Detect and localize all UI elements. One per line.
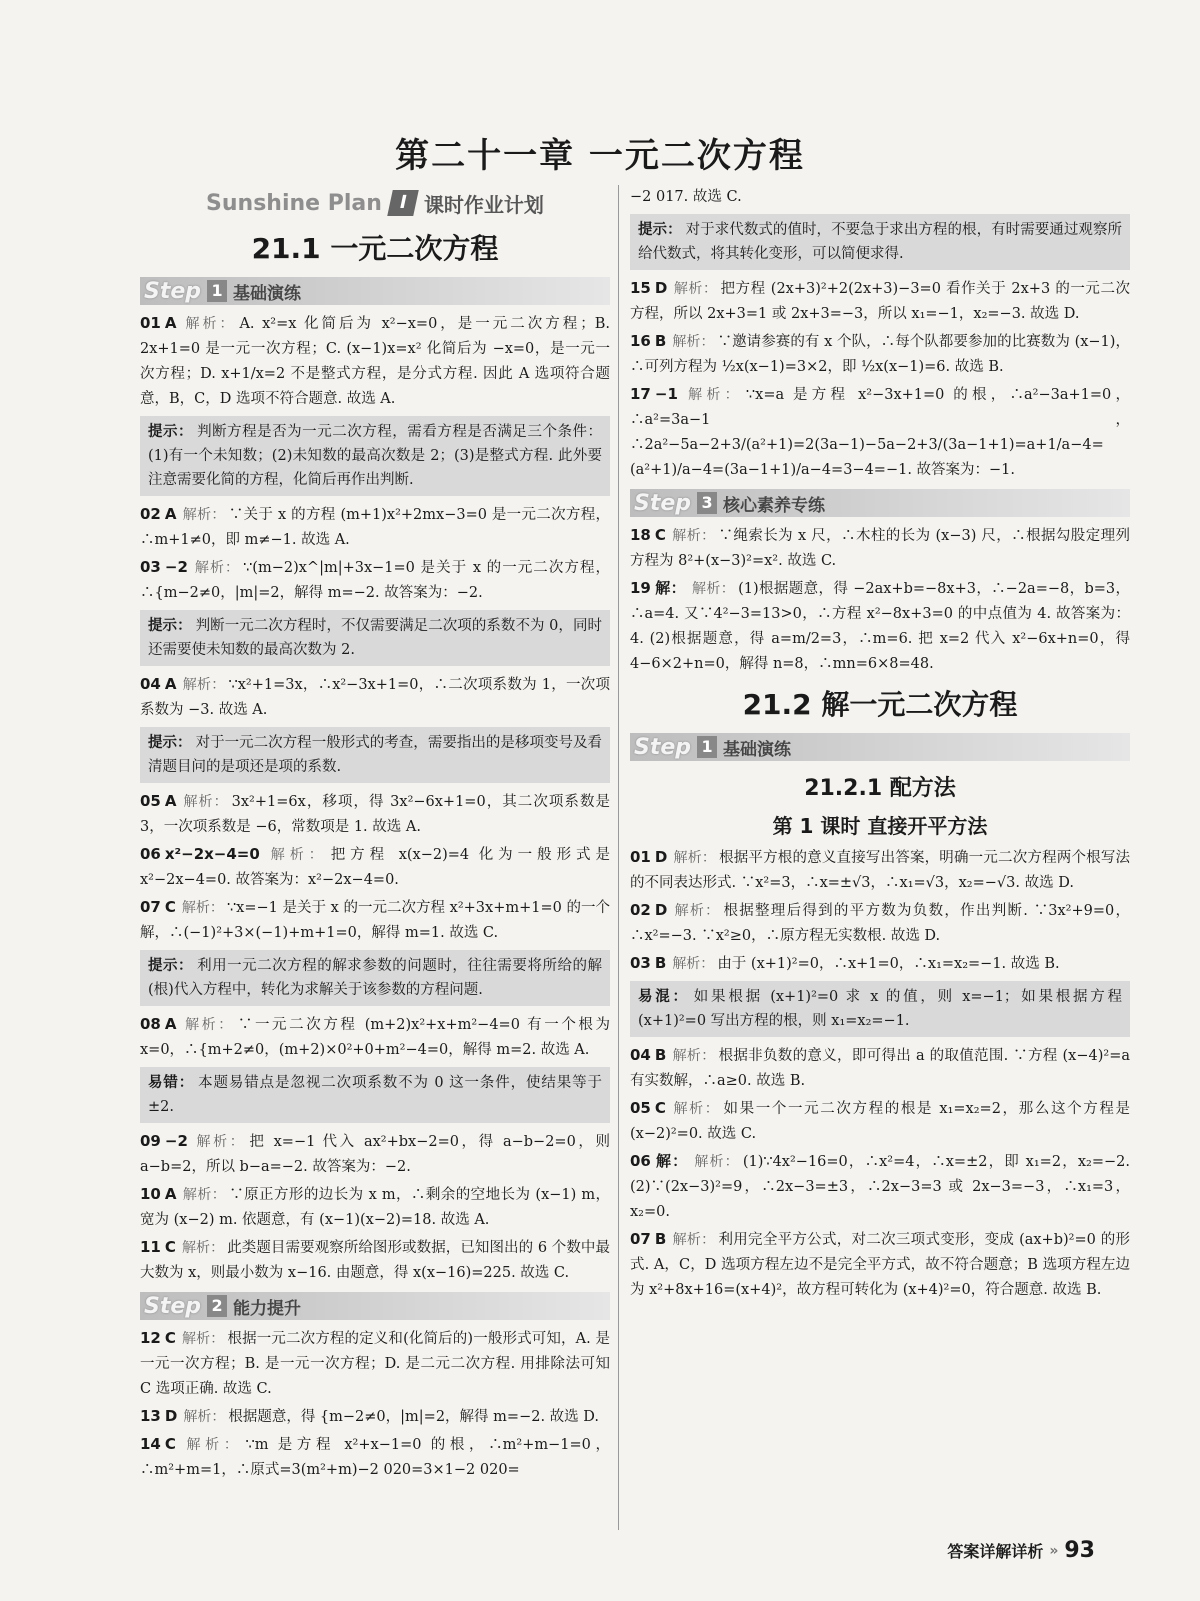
- answer-text: (1)根据题意，得 −2ax+b=−8x+3，∴−2a=−8，b=3，∴a=4. 又∵4²−3=13>0，∴方程 x²−8x+3=0 的中点值为 4. 故答案为：4. (2)根据题意，得 a=m/2=3，∴m=6. 把 x=2 代入 x²−6x+n=0，得 4−6×2+n=0，解得 n=8，∴mn=6×8=48.: [630, 581, 1130, 672]
- answer-value: A: [164, 675, 177, 693]
- answer-text: ∵x=−1 是关于 x 的一元二次方程 x²+3x+m+1=0 的一个解，∴(−1)²+3×(−1)+m+1=0，解得 m=1. 故选 C.: [140, 900, 611, 941]
- tip-box: [630, 981, 1130, 1037]
- question-number: 03: [140, 558, 161, 576]
- answer-text: A. x²=x 化简后为 x²−x=0，是一元二次方程；B. 2x+1=0 是一元一次方程；C. (x−1)x=x² 化简后为 −x=0，是一元一次方程；D. x+1/x=2 不是整式方程，是分式方程. 因此 A 选项符合题意，B，C，D 选项不符合题意. 故选 A.: [140, 316, 610, 407]
- answer-value: A: [164, 1015, 177, 1033]
- answer-text: ∵邀请参赛的有 x 个队，∴每个队都要参加的比赛数为 (x−1)，∴可列方程为 ½x(x−1)=3×2，即 ½x(x−1)=6. 故选 B.: [630, 334, 1130, 375]
- answer-value: C: [164, 1329, 176, 1347]
- plan-chinese: 课时作业计划: [423, 192, 544, 217]
- question-number: 19: [630, 579, 651, 597]
- section-title: 21.2 解一元二次方程: [742, 688, 1018, 721]
- left-column: [140, 185, 610, 1485]
- answer-value: −2: [164, 558, 188, 576]
- answer-item: [630, 523, 1130, 574]
- analysis-tag: 解析：: [181, 1240, 225, 1256]
- answer-text: 把 x=−1 代入 ax²+bx−2=0，得 a−b−2=0，则 a−b=2，所以 b−a=−2. 故答案为：−2.: [140, 1134, 610, 1175]
- step-number: 2: [207, 1295, 227, 1317]
- question-number: 03: [630, 954, 651, 972]
- answer-value: 解：: [654, 579, 686, 597]
- question-number: 14: [140, 1435, 161, 1453]
- answer-value: C: [164, 1238, 176, 1256]
- answer-item: [140, 842, 610, 893]
- tip-label: 提示：: [148, 618, 192, 634]
- answer-item: [630, 951, 1130, 977]
- answer-value: B: [654, 332, 667, 350]
- answer-value: A: [164, 314, 177, 332]
- right-column: [630, 185, 1130, 1305]
- answer-text: ∵m 是方程 x²+x−1=0 的根，∴m²+m−1=0，∴m²+m=1，∴原式=3(m²+m)−2 020=3×1−2 020=: [140, 1437, 610, 1478]
- question-number: 02: [630, 901, 651, 919]
- step-label: 核心素养专练: [723, 495, 826, 516]
- tip-box: [630, 214, 1130, 270]
- analysis-tag: 解析：: [692, 581, 736, 597]
- answer-value: D: [654, 901, 668, 919]
- question-number: 17: [630, 385, 651, 403]
- question-number: 06: [140, 845, 161, 863]
- answer-item: [140, 1129, 610, 1180]
- answer-value: B: [654, 1046, 667, 1064]
- tip-text: 本题易错点是忽视二次项系数不为 0 这一条件，使结果等于 ±2.: [148, 1075, 603, 1115]
- analysis-tag: 解析：: [182, 507, 226, 523]
- page-footer: [947, 1538, 1095, 1563]
- answer-value: D: [654, 848, 668, 866]
- answer-item: [630, 576, 1130, 677]
- answer-item: [140, 789, 610, 840]
- analysis-tag: 解析：: [193, 1134, 247, 1150]
- analysis-tag: 解析：: [181, 900, 224, 916]
- tip-text: 对于求代数式的值时，不要急于求出方程的根，有时需要通过观察所给代数式，将其转化变形，可以简便求得.: [638, 222, 1122, 262]
- question-number: 15: [630, 279, 651, 297]
- answer-text: ∵一元二次方程 (m+2)x²+x+m²−4=0 有一个根为 x=0，∴{m+2≠0，(m+2)×0²+0+m²−4=0，解得 m=2. 故选 A.: [140, 1017, 610, 1058]
- analysis-tag: 解析：: [182, 794, 229, 810]
- answer-text: 由于 (x+1)²=0，∴x+1=0，∴x₁=x₂=−1. 故选 B.: [717, 956, 1060, 972]
- analysis-tag: 解析：: [672, 1048, 716, 1064]
- question-number: 04: [140, 675, 161, 693]
- answer-text: 根据非负数的意义，即可得出 a 的取值范围. ∵方程 (x−4)²=a 有实数解，∴a≥0. 故选 B.: [630, 1048, 1130, 1089]
- question-number: 10: [140, 1185, 161, 1203]
- column-divider: [618, 185, 619, 1530]
- answer-value: B: [654, 954, 667, 972]
- step-word: Step: [634, 734, 692, 760]
- tip-box: [140, 610, 610, 666]
- step-number: 1: [697, 736, 717, 758]
- analysis-tag: 解析：: [193, 560, 241, 576]
- answer-text: 3x²+1=6x，移项，得 3x²−6x+1=0，其二次项系数是 3，一次项系数是 −6，常数项是 1. 故选 A.: [140, 794, 610, 835]
- tip-text: 判断方程是否为一元二次方程，需看方程是否满足三个条件：(1)有一个未知数；(2)未知数的最高次数是 2；(3)是整式方程. 此外要注意需要化简的方程，化简后再作出判断.: [148, 424, 603, 488]
- step-label: 基础演练: [723, 739, 792, 760]
- answer-value: x²−2x−4=0: [164, 845, 260, 863]
- answer-item: [140, 1182, 610, 1233]
- answer-continuation: −2 017. 故选 C.: [630, 189, 742, 205]
- answer-item: [140, 1432, 610, 1483]
- analysis-tag: 解析：: [182, 316, 237, 332]
- answer-text: 此类题目需要观察所给图形或数据，已知图出的 6 个数中最大数为 x，则最小数为 x−16. 由题意，得 x(x−16)=225. 故选 C.: [140, 1240, 610, 1281]
- question-number: 07: [140, 898, 161, 916]
- answer-value: C: [164, 1435, 176, 1453]
- analysis-tag: 解析：: [671, 1101, 721, 1117]
- step-word: Step: [144, 1293, 202, 1319]
- analysis-tag: 解析：: [672, 956, 715, 972]
- answer-text: 根据题意，得 {m−2≠0，|m|=2，解得 m=−2. 故选 D.: [228, 1409, 599, 1425]
- tip-text: 判断一元二次方程时，不仅需要满足二次项的系数不为 0，同时还需要使未知数的最高次数为 2.: [148, 618, 603, 658]
- lesson-title: 第 1 课时 直接开平方法: [772, 814, 988, 838]
- analysis-tag: 解析：: [672, 1232, 716, 1248]
- step-bar: [630, 489, 1130, 517]
- answer-text: 利用完全平方公式，对二次三项式变形，变成 (ax+b)²=0 的形式. A，C，D 选项方程左边不是完全平方式，故不符合题意；B 选项方程左边为 x²+8x+16=(x+4)²，故方程可转化为 (x+4)²=0，符合题意. 故选 B.: [630, 1232, 1131, 1298]
- answer-value: A: [164, 505, 177, 523]
- answer-item: [140, 311, 610, 412]
- answer-item: [630, 1227, 1130, 1303]
- tip-box: [140, 1067, 610, 1123]
- question-number: 18: [630, 526, 651, 544]
- answer-value: D: [654, 279, 668, 297]
- answer-item: [630, 1096, 1130, 1147]
- answer-item: [630, 329, 1130, 380]
- double-chevron-icon: »: [1049, 1542, 1059, 1559]
- question-number: 01: [140, 314, 161, 332]
- tip-label: 提示：: [148, 735, 192, 751]
- question-number: 09: [140, 1132, 161, 1150]
- answer-text: 根据平方根的意义直接写出答案，明确一元二次方程两个根写法的不同表达形式. ∵x²=3，∴x=±√3，∴x₁=√3，x₂=−√3. 故选 D.: [630, 850, 1130, 891]
- page-number: 93: [1064, 1538, 1095, 1563]
- tip-label: 提示：: [148, 958, 194, 974]
- analysis-tag: 解析：: [671, 528, 716, 544]
- analysis-tag: 解析：: [182, 1017, 235, 1033]
- answer-text: ∵x=a 是方程 x²−3x+1=0 的根，∴a²−3a+1=0，∴a²=3a−1，∴2a²−5a−2+3/(a²+1)=2(3a−1)−5a−2+3/(3a−1+1)=a+1/a−4=(a²+1)/a−4=(3a−1+1)/a−4=3−4=−1. 故答案为：−1.: [630, 387, 1131, 478]
- question-number: 02: [140, 505, 161, 523]
- chapter-title: 第二十一章 一元二次方程: [395, 136, 805, 176]
- question-number: 06: [630, 1152, 651, 1170]
- analysis-tag: 解析：: [265, 847, 328, 863]
- answer-item: [140, 1012, 610, 1063]
- left-answer-list: [140, 311, 610, 1483]
- analysis-tag: 解析：: [181, 1331, 225, 1347]
- answer-item: [140, 555, 610, 606]
- answer-item: [630, 1043, 1130, 1094]
- answer-item: [140, 672, 610, 723]
- tip-text: 利用一元二次方程的解求参数的问题时，往往需要将所给的解(根)代入方程中，转化为求解关于该参数的方程问题.: [148, 958, 603, 998]
- answer-text: ∵关于 x 的方程 (m+1)x²+2mx−3=0 是一元二次方程，∴m+1≠0，即 m≠−1. 故选 A.: [140, 507, 611, 548]
- answer-text: (1)∵4x²−16=0，∴x²=4，∴x=±2，即 x₁=2，x₂=−2. (2)∵(2x−3)²=9，∴2x−3=±3，∴2x−3=3 或 2x−3=−3，∴x₁=3，x₂=0.: [630, 1154, 1130, 1220]
- tip-label: 易错：: [148, 1075, 195, 1091]
- question-number: 11: [140, 1238, 161, 1256]
- step-label: 能力提升: [233, 1298, 302, 1319]
- step-label: 基础演练: [233, 283, 302, 304]
- footer-label: 答案详解详析: [947, 1542, 1044, 1561]
- answer-value: B: [654, 1230, 667, 1248]
- question-number: 05: [630, 1099, 651, 1117]
- step-number: 3: [697, 492, 717, 514]
- answer-text: ∵原正方形的边长为 x m，∴剩余的空地长为 (x−1) m，宽为 (x−2) m. 依题意，有 (x−1)(x−2)=18. 故选 A.: [140, 1187, 610, 1228]
- analysis-tag: 解析：: [673, 850, 717, 866]
- answer-item: [630, 276, 1130, 327]
- step-word: Step: [634, 490, 692, 516]
- question-number: 04: [630, 1046, 651, 1064]
- question-number: 07: [630, 1230, 651, 1248]
- answer-item: [140, 1326, 610, 1402]
- plan-badge: I: [387, 190, 419, 216]
- plan-banner: [140, 185, 610, 221]
- question-number: 12: [140, 1329, 161, 1347]
- answer-value: C: [654, 1099, 666, 1117]
- answer-text: ∵x²+1=3x，∴x²−3x+1=0，∴二次项系数为 1，一次项系数为 −3. 故选 A.: [140, 677, 610, 718]
- answer-value: A: [164, 1185, 177, 1203]
- answer-text: ∵绳索长为 x 尺，∴木柱的长为 (x−3) 尺，∴根据勾股定理列方程为 8²+(x−3)²=x². 故选 C.: [630, 528, 1131, 569]
- tip-label: 提示：: [148, 424, 194, 440]
- plan-english: Sunshine Plan: [206, 190, 382, 216]
- answer-item: [140, 1404, 610, 1430]
- answer-text: 根据一元二次方程的定义和(化简后的)一般形式可知，A. 是一元一次方程；B. 是一元一次方程；D. 是二元二次方程. 用排除法可知 C 选项正确. 故选 C.: [140, 1331, 610, 1397]
- analysis-tag: 解析：: [694, 1154, 740, 1170]
- answer-value: −1: [654, 385, 678, 403]
- analysis-tag: 解析：: [182, 677, 226, 693]
- tip-label: 易混：: [638, 989, 690, 1005]
- step-bar: [630, 733, 1130, 761]
- step-word: Step: [144, 278, 202, 304]
- answer-item: [140, 895, 610, 946]
- answer-item: [140, 1235, 610, 1286]
- step-bar: [140, 277, 610, 305]
- answer-item: [630, 898, 1130, 949]
- answer-value: C: [654, 526, 666, 544]
- step-number: 1: [207, 280, 227, 302]
- answer-item: [630, 845, 1130, 896]
- tip-box: [140, 727, 610, 783]
- answer-text: 如果一个一元二次方程的根是 x₁=x₂=2，那么这个方程是 (x−2)²=0. 故选 C.: [630, 1101, 1130, 1142]
- subsection-title: 21.2.1 配方法: [804, 776, 956, 801]
- tip-label: 提示：: [638, 222, 682, 238]
- tip-text: 对于一元二次方程一般形式的考查，需要指出的是移项变号及看清题目问的是项还是项的系数.: [148, 735, 603, 775]
- analysis-tag: 解析：: [183, 1409, 226, 1425]
- answer-value: D: [164, 1407, 178, 1425]
- tip-box: [140, 416, 610, 496]
- question-number: 01: [630, 848, 651, 866]
- answer-text: 根据整理后得到的平方数为负数，作出判断. ∵3x²+9=0，∴x²=−3. ∵x²≥0，∴原方程无实数根. 故选 D.: [630, 903, 1131, 944]
- question-number: 13: [140, 1407, 161, 1425]
- right-answer-list: [630, 185, 1130, 1303]
- answer-value: 解：: [654, 1152, 689, 1170]
- tip-text: 如果根据 (x+1)²=0 求 x 的值，则 x=−1；如果根据方程 (x+1)²=0 写出方程的根，则 x₁=x₂=−1.: [638, 989, 1123, 1029]
- tip-box: [140, 950, 610, 1006]
- answer-value: A: [164, 792, 177, 810]
- analysis-tag: 解析：: [672, 334, 715, 350]
- answer-item: [630, 1149, 1130, 1225]
- analysis-tag: 解析：: [673, 903, 721, 919]
- answer-item: [630, 382, 1130, 483]
- answer-text: 把方程 (2x+3)²+2(2x+3)−3=0 看作关于 2x+3 的一元二次方程，所以 2x+3=1 或 2x+3=−3，所以 x₁=−1，x₂=−3. 故选 D.: [630, 281, 1131, 322]
- analysis-tag: 解析：: [181, 1437, 243, 1453]
- answer-value: C: [164, 898, 176, 916]
- section-title: 21.1 一元二次方程: [251, 232, 499, 265]
- analysis-tag: 解析：: [182, 1187, 227, 1203]
- question-number: 08: [140, 1015, 161, 1033]
- step-bar: [140, 1292, 610, 1320]
- answer-item: [140, 502, 610, 553]
- answer-value: −2: [164, 1132, 188, 1150]
- analysis-tag: 解析：: [683, 387, 743, 403]
- question-number: 05: [140, 792, 161, 810]
- answer-text: 把方程 x(x−2)=4 化为一般形式是 x²−2x−4=0. 故答案为：x²−2x−4=0.: [140, 847, 611, 888]
- question-number: 16: [630, 332, 651, 350]
- analysis-tag: 解析：: [673, 281, 718, 297]
- answer-text: ∵(m−2)x^|m|+3x−1=0 是关于 x 的一元二次方程，∴{m−2≠0，|m|=2，解得 m=−2. 故答案为：−2.: [140, 560, 610, 601]
